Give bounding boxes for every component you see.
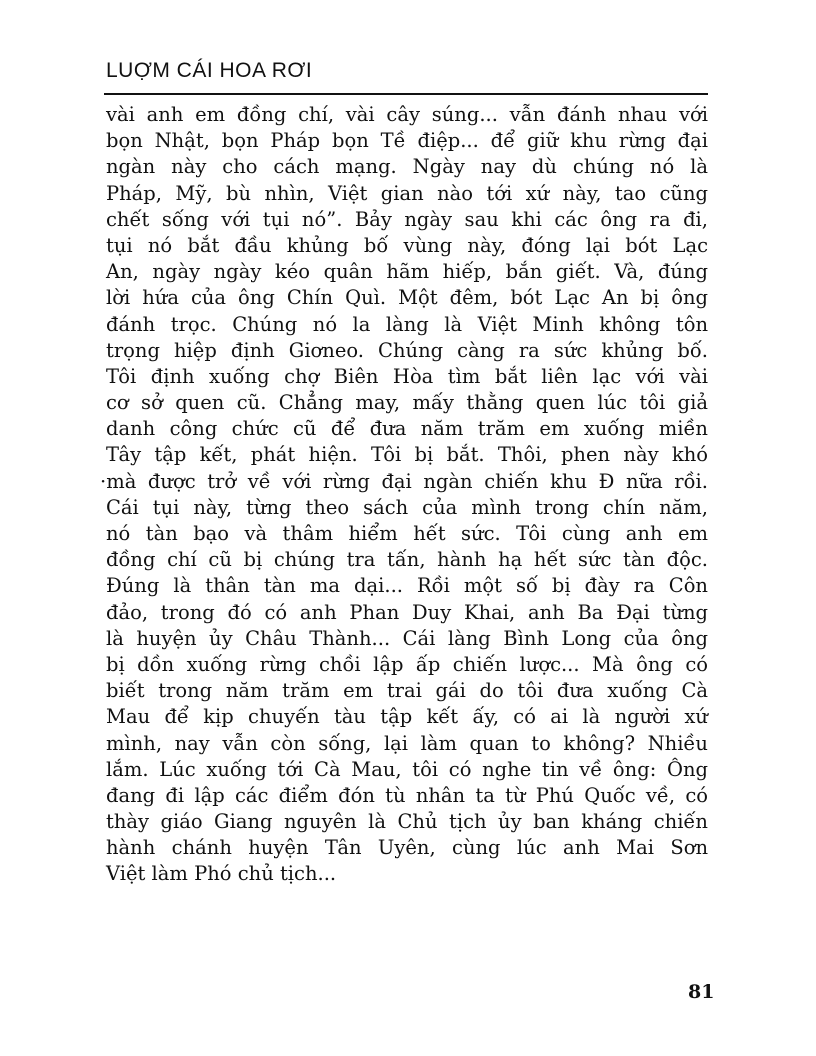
text-line: Pháp, Mỹ, bù nhìn, Việt gian nào tới xứ này, tao cũng	[106, 181, 708, 205]
running-title: LUỢM CÁI HOA RƠI	[106, 59, 313, 82]
text-line: Cái tụi này, từng theo sách của mình trong chín năm,	[106, 495, 708, 519]
text-line: tụi nó bắt đầu khủng bố vùng này, đóng lại bót Lạc	[106, 233, 708, 257]
text-line: ngàn này cho cách mạng. Ngày nay dù chúng nó là	[106, 155, 708, 179]
text-line: Tôi định xuống chợ Biên Hòa tìm bắt liên lạc với vài	[106, 364, 708, 388]
text-line: mình, nay vẫn còn sống, lại làm quan to không? Nhiều	[106, 731, 708, 755]
text-line: đang đi lập các điểm đón tù nhân ta từ Phú Quốc về, có	[106, 783, 708, 807]
header-rule	[104, 93, 708, 95]
text-line: lời hứa của ông Chín Quì. Một đêm, bót Lạc An bị ông	[106, 286, 708, 310]
text-line: ·mà được trở về với rừng đại ngàn chiến khu Đ nữa rồi.	[100, 469, 708, 493]
text-line: thày giáo Giang nguyên là Chủ tịch ủy ban kháng chiến	[106, 810, 708, 834]
text-line: đồng chí cũ bị chúng tra tấn, hành hạ hết sức tàn độc.	[106, 548, 708, 572]
body-text	[100, 102, 708, 888]
page-number: 81	[688, 981, 715, 1003]
text-line: An, ngày ngày kéo quân hãm hiếp, bắn giết. Và, đúng	[106, 260, 708, 284]
text-line: bị dồn xuống rừng chồi lập ấp chiến lược... Mà ông có	[106, 652, 708, 676]
text-line: hành chánh huyện Tân Uyên, cùng lúc anh Mai Sơn	[106, 836, 708, 860]
text-line: biết trong năm trăm em trai gái do tôi đưa xuống Cà	[106, 679, 708, 703]
text-line: danh công chức cũ để đưa năm trăm em xuống miền	[106, 417, 708, 441]
text-line: đánh trọc. Chúng nó la làng là Việt Minh không tôn	[106, 312, 708, 336]
text-line: nó tàn bạo và thâm hiểm hết sức. Tôi cùng anh em	[106, 522, 708, 545]
text-line: vài anh em đồng chí, vài cây súng... vẫn đánh nhau với	[106, 103, 708, 126]
text-line: là huyện ủy Châu Thành... Cái làng Bình Long của ông	[106, 626, 708, 650]
text-line: Việt làm Phó chủ tịch...	[106, 862, 337, 886]
text-line: đảo, trong đó có anh Phan Duy Khai, anh Ba Đại từng	[106, 600, 708, 624]
text-line: chết sống với tụi nó”. Bảy ngày sau khi các ông ra đi,	[106, 207, 708, 231]
text-line: lắm. Lúc xuống tới Cà Mau, tôi có nghe tin về ông: Ông	[106, 757, 708, 781]
text-line: trọng hiệp định Giơneo. Chúng càng ra sức khủng bố.	[106, 338, 708, 362]
text-line: bọn Nhật, bọn Pháp bọn Tề điệp... để giữ khu rừng đại	[106, 129, 708, 153]
text-line: cơ sở quen cũ. Chẳng may, mấy thằng quen lúc tôi giả	[106, 391, 708, 415]
text-line: Mau để kịp chuyến tàu tập kết ấy, có ai là người xứ	[106, 705, 708, 729]
text-line: Đúng là thân tàn ma dại... Rồi một số bị đày ra Côn	[106, 574, 708, 598]
text-line: Tây tập kết, phát hiện. Tôi bị bắt. Thôi, phen này khó	[106, 443, 708, 467]
